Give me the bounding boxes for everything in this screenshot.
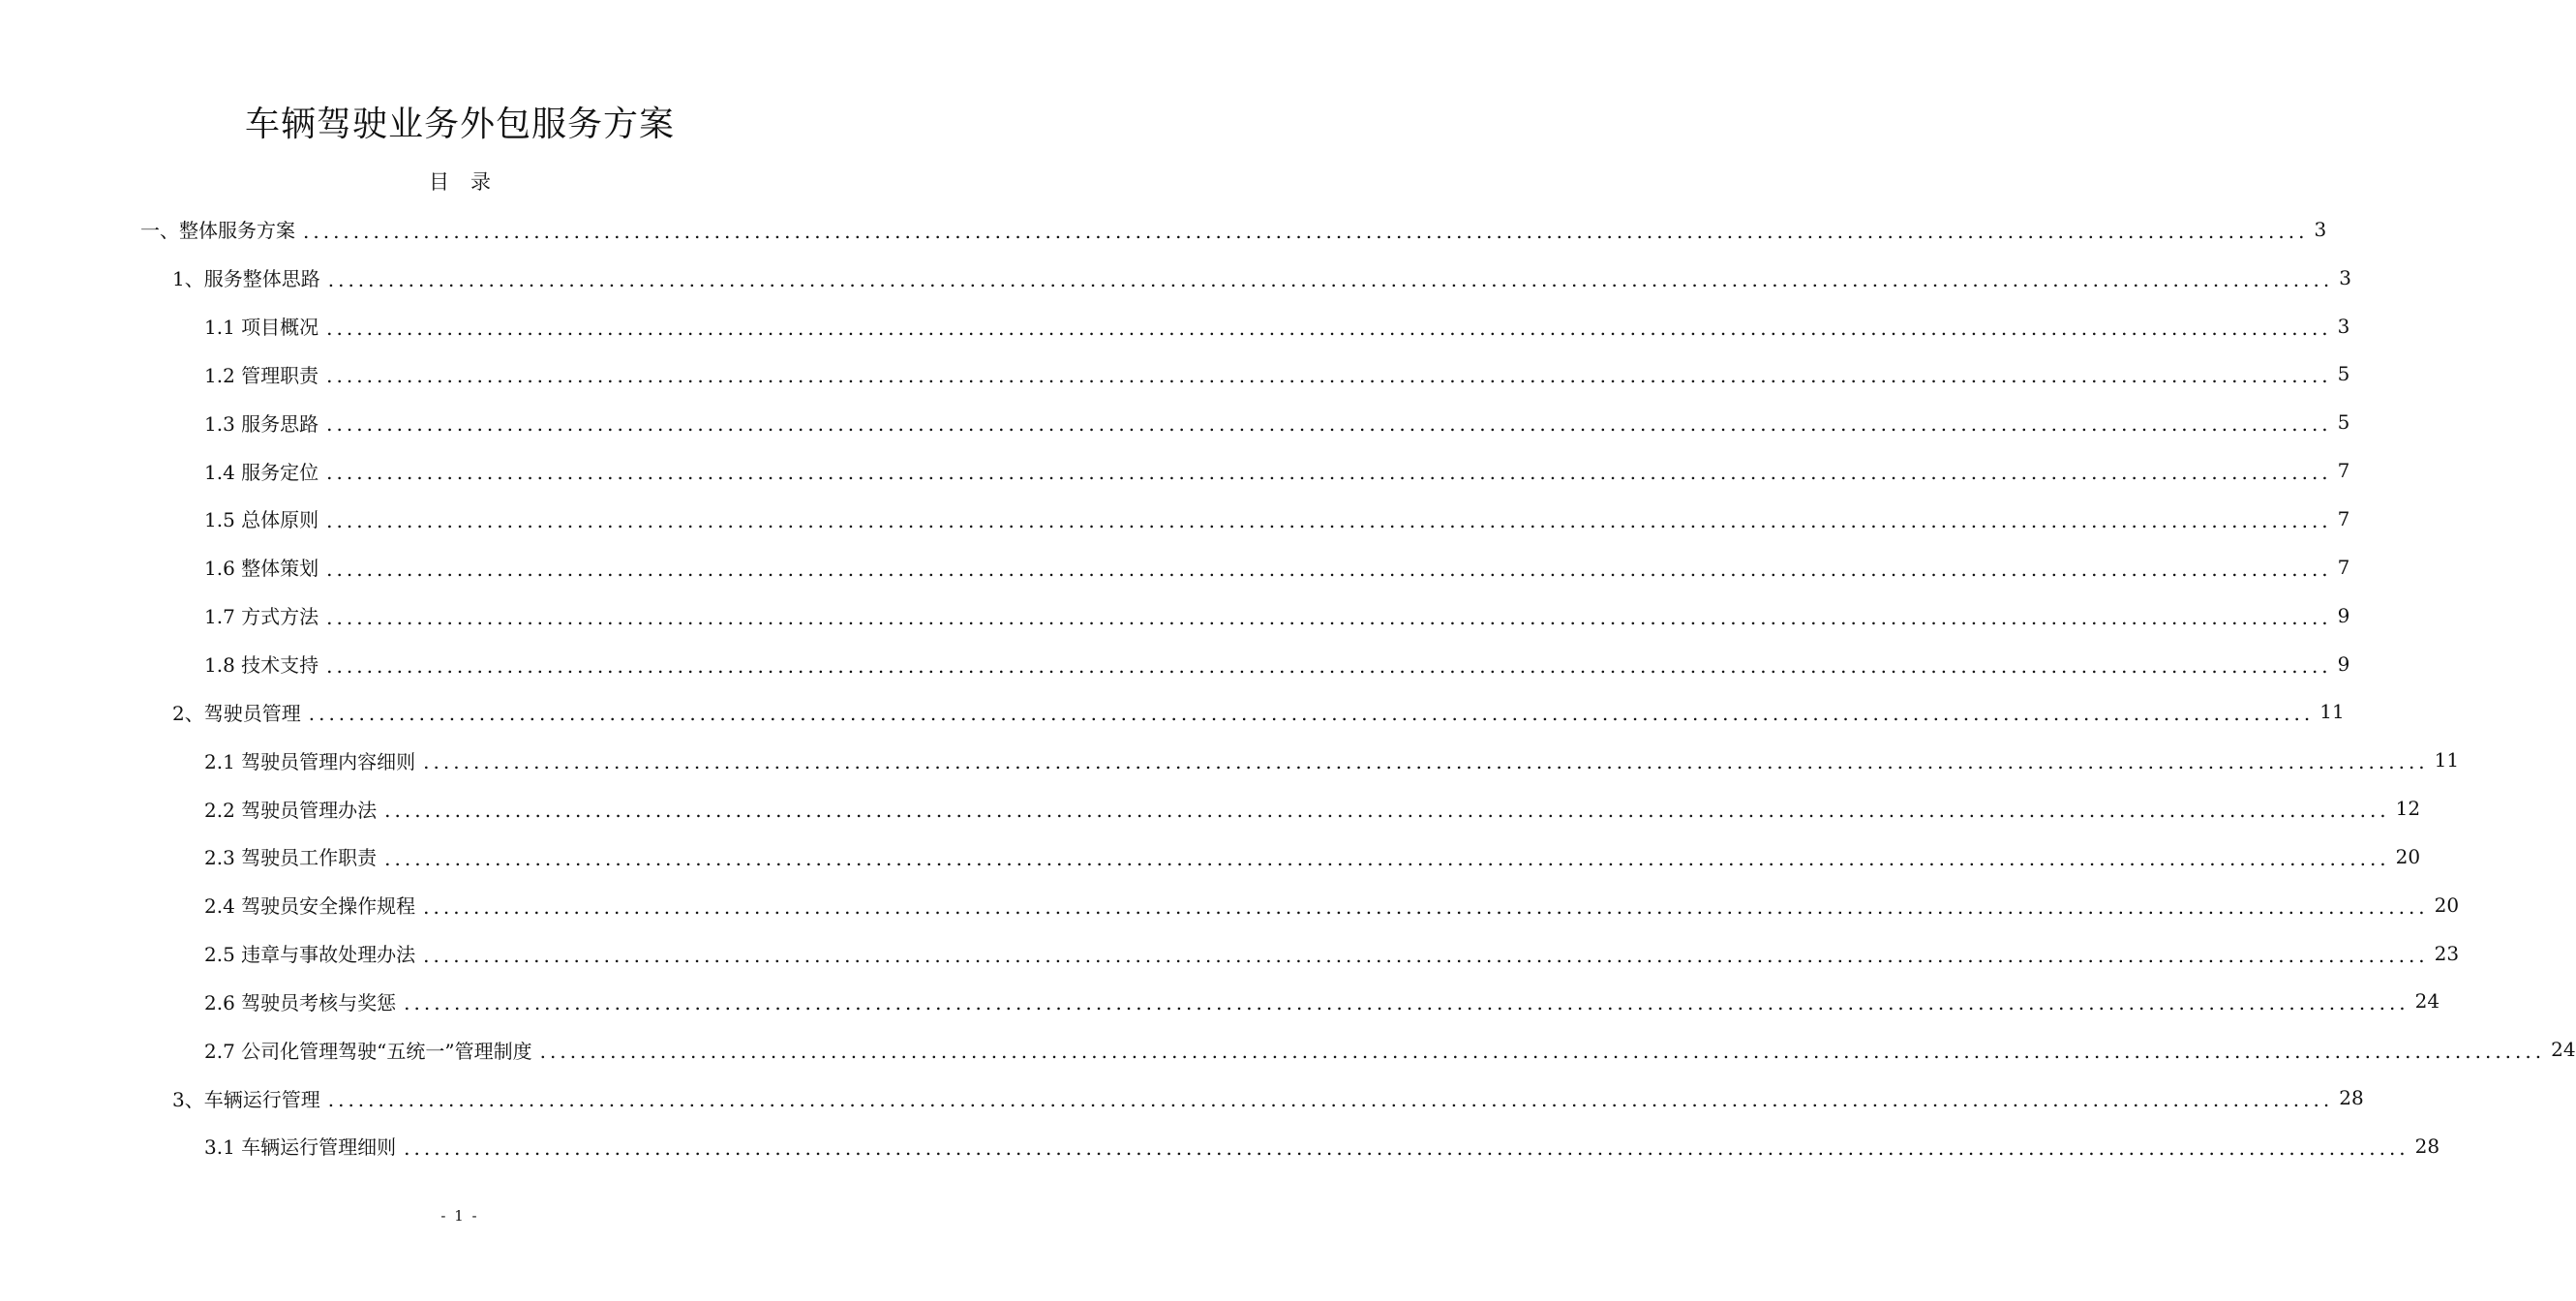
- toc-entry[interactable]: [0, 881, 2460, 929]
- toc-dot-leader: ........................................................................................................................................................................................................: [384, 846, 2390, 870]
- toc-entry-page-number: 3: [2337, 314, 2350, 338]
- toc-dot-leader: ........................................................................................................................................................................................................: [384, 799, 2390, 823]
- toc-entry-title: 2.1 驾驶员管理内容细则: [204, 749, 416, 773]
- toc-entry-page-number: 28: [2339, 1086, 2364, 1110]
- toc-entry-page-number: 5: [2337, 362, 2350, 386]
- toc-dot-leader: ........................................................................................................................................................................................................: [404, 991, 2409, 1015]
- toc-entry-title: 一、整体服务方案: [140, 219, 295, 243]
- toc-dot-leader: ........................................................................................................................................................................................................: [423, 894, 2429, 919]
- toc-entry-title: 1.2 管理职责: [204, 363, 319, 387]
- toc-entry[interactable]: [0, 446, 2350, 495]
- toc-heading: 目录: [429, 170, 512, 194]
- toc-entry[interactable]: [0, 591, 2350, 640]
- toc-dot-leader: ........................................................................................................................................................................................................: [539, 1040, 2546, 1064]
- toc-entry-title: 2、驾驶员管理: [172, 701, 301, 725]
- toc-entry-title: 1.1 项目概况: [204, 316, 319, 340]
- toc-entry-page-number: 20: [2395, 844, 2421, 868]
- toc-dot-leader: ........................................................................................................................................................................................................: [327, 267, 2334, 291]
- toc-entry[interactable]: [0, 687, 2345, 736]
- toc-dot-leader: ........................................................................................................................................................................................................: [326, 508, 2332, 532]
- toc-entry-title: 2.5 违章与事故处理办法: [204, 943, 416, 967]
- document-title: 车辆驾驶业务外包服务方案: [244, 105, 675, 144]
- toc-entry[interactable]: [0, 784, 2421, 832]
- toc-entry-title: 1.8 技术支持: [204, 653, 319, 678]
- toc-entry-title: 2.6 驾驶员考核与奖惩: [204, 990, 397, 1014]
- toc-entry[interactable]: [0, 978, 2440, 1026]
- toc-entry[interactable]: [0, 1074, 2364, 1122]
- toc-entry-page-number: 7: [2337, 506, 2350, 530]
- toc-entry-page-number: 3: [2314, 217, 2327, 241]
- toc-entry[interactable]: [0, 495, 2350, 543]
- toc-entry-title: 1.6 整体策划: [204, 557, 319, 581]
- toc-dot-leader: ........................................................................................................................................................................................................: [326, 364, 2332, 388]
- toc-entry-page-number: 28: [2414, 1134, 2440, 1158]
- page-number: - 1 -: [440, 1207, 479, 1225]
- toc-dot-leader: ........................................................................................................................................................................................................: [327, 1088, 2334, 1112]
- toc-entry-title: 1、服务整体思路: [172, 267, 320, 291]
- toc-entry[interactable]: [0, 543, 2350, 591]
- toc-entry-page-number: 12: [2395, 797, 2421, 821]
- toc-dot-leader: ........................................................................................................................................................................................................: [326, 412, 2332, 437]
- toc-entry-title: 3.1 车辆运行管理细则: [204, 1135, 397, 1160]
- toc-entry-title: 2.2 驾驶员管理办法: [204, 798, 378, 822]
- toc-dot-leader: ........................................................................................................................................................................................................: [308, 702, 2315, 726]
- table-of-contents: [0, 205, 2576, 1170]
- toc-dot-leader: ........................................................................................................................................................................................................: [423, 943, 2429, 967]
- toc-entry-page-number: 7: [2337, 459, 2350, 483]
- toc-entry[interactable]: [0, 350, 2350, 399]
- toc-dot-leader: ........................................................................................................................................................................................................: [423, 750, 2429, 774]
- toc-entry-page-number: 3: [2339, 265, 2351, 289]
- toc-entry-title: 1.7 方式方法: [204, 605, 319, 629]
- toc-entry[interactable]: [0, 398, 2350, 446]
- toc-entry-page-number: 5: [2337, 410, 2350, 435]
- toc-entry[interactable]: [0, 736, 2460, 784]
- toc-dot-leader: ........................................................................................................................................................................................................: [326, 653, 2332, 678]
- toc-entry-page-number: 24: [2551, 1038, 2576, 1062]
- toc-entry-page-number: 7: [2337, 555, 2350, 579]
- toc-entry[interactable]: [0, 205, 2327, 254]
- toc-entry-page-number: 9: [2337, 603, 2350, 627]
- toc-dot-leader: ........................................................................................................................................................................................................: [326, 316, 2332, 340]
- toc-dot-leader: ........................................................................................................................................................................................................: [326, 461, 2332, 485]
- toc-entry-page-number: 11: [2434, 748, 2460, 772]
- toc-entry-page-number: 23: [2434, 941, 2460, 965]
- toc-dot-leader: ........................................................................................................................................................................................................: [326, 605, 2332, 629]
- toc-entry-title: 2.4 驾驶员安全操作规程: [204, 894, 416, 919]
- toc-entry-title: 2.7 公司化管理驾驶“五统一”管理制度: [204, 1039, 532, 1063]
- toc-entry[interactable]: [0, 254, 2351, 302]
- toc-entry[interactable]: [0, 929, 2460, 978]
- toc-entry-title: 1.3 服务思路: [204, 411, 319, 436]
- toc-entry-page-number: 20: [2434, 893, 2460, 917]
- toc-entry[interactable]: [0, 640, 2350, 688]
- toc-entry-page-number: 24: [2414, 989, 2440, 1014]
- toc-entry[interactable]: [0, 302, 2350, 350]
- toc-entry-title: 2.3 驾驶员工作职责: [204, 846, 378, 870]
- toc-dot-leader: ........................................................................................................................................................................................................: [326, 557, 2332, 581]
- toc-dot-leader: ........................................................................................................................................................................................................: [404, 1135, 2409, 1160]
- toc-dot-leader: ........................................................................................................................................................................................................: [303, 219, 2309, 243]
- toc-entry[interactable]: [0, 1122, 2440, 1170]
- toc-entry[interactable]: [0, 1025, 2576, 1074]
- toc-entry-title: 3、车辆运行管理: [172, 1087, 320, 1111]
- toc-entry[interactable]: [0, 832, 2421, 881]
- toc-entry-page-number: 11: [2319, 700, 2345, 724]
- toc-entry-title: 1.4 服务定位: [204, 460, 319, 484]
- toc-entry-title: 1.5 总体原则: [204, 508, 319, 532]
- toc-entry-page-number: 9: [2337, 651, 2350, 676]
